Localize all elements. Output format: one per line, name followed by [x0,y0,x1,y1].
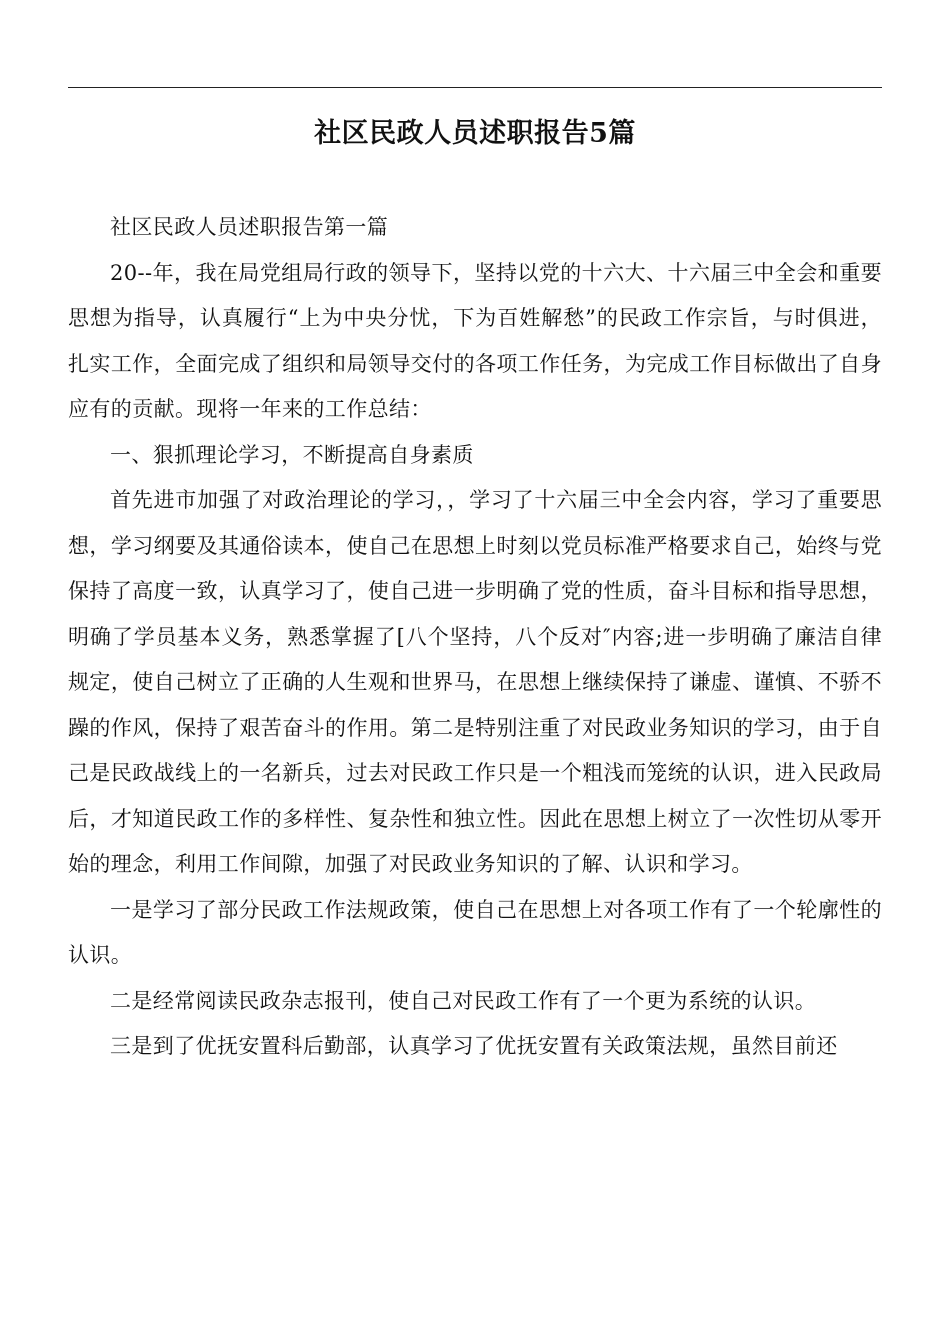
header-rule [68,87,882,88]
list-item-second: 二是经常阅读民政杂志报刊，使自己对民政工作有了一个更为系统的认识。 [110,988,817,1013]
section-heading-first: 社区民政人员述职报告第一篇 [110,215,389,239]
body-paragraph: 首先进市加强了对政治理论的学习，，学习了十六届三中全会内容，学习了重要思想，学习纲要及其通俗读本，使自己在思想上时刻以党员标准严格要求自己，始终与党保持了高度一致，认真学习了，使自己进一步明确了党的性质，奋斗目标和指导思想，明确了学员基本义务，熟悉掌握了[八个坚持，八个反对″内容;进一步明确了廉洁自律规定，使自己树立了正确的人生观和世界马，在思想上继续保持了谦虚、谨慎、不骄不躁的作风，保持了艰苦奋斗的作用。第二是特别注重了对民政业务知识的学习，由于自己是民政战线上的一名新兵，过去对民政工作只是一个粗浅而笼统的认识，进入民政局后，才知道民政工作的多样性、复杂性和独立性。因此在思想上树立了一次性切从零开始的理念，利用工作间隙，加强了对民政业务知识的了解、认识和学习。 [68,488,882,876]
list-item-first: 一是学习了部分民政工作法规政策，使自己在思想上对各项工作有了一个轮廓性的认识。 [68,897,882,967]
list-item-third: 三是到了优抚安置科后勤部，认真学习了优抚安置有关政策法规，虽然目前还 [110,1034,838,1058]
document-body [68,205,882,1070]
intro-paragraph: 20--年，我在局党组局行政的领导下，坚持以党的十六大、十六届三中全会和重要思想为指导，认真履行“上为中央分忧，下为百姓解愁”的民政工作宗旨，与时俱进，扎实工作，全面完成了组织和局领导交付的各项工作任务，为完成工作目标做出了自身应有的贡献。现将一年来的工作总结： [68,260,882,421]
document-title: 社区民政人员述职报告5篇 [314,118,636,150]
section-heading-theory: 一、狠抓理论学习，不断提高自身素质 [110,442,474,467]
